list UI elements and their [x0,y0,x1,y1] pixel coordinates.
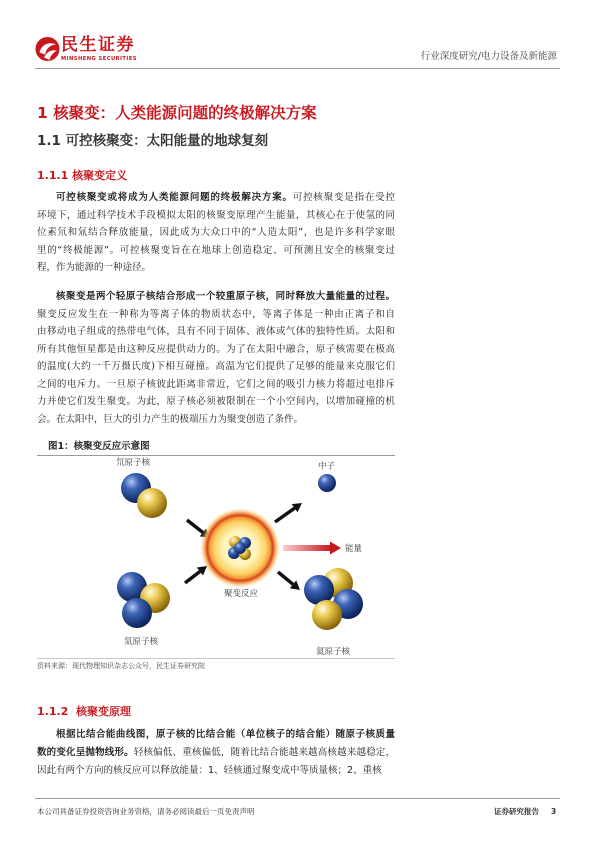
paragraph-line [37,358,395,376]
fusion-reaction-diagram [37,456,395,657]
paragraph-line [37,224,395,242]
paragraph-line [37,411,395,429]
paragraph-line [37,393,395,411]
paragraph-line [37,207,395,225]
footer-disclaimer: 本公司具备证券投资咨询业务资格，请务必阅读最后一页免责声明 [37,807,255,816]
report-category: 行业深度研究/电力设备及新能源 [420,51,557,62]
tritium-nucleus [117,572,170,628]
neutron-label: 中子 [318,461,336,472]
neutron-sphere [234,542,246,554]
body-text: 轻核偏低、重核偏低，随着比结合能越来越高核越来越稳定， [133,747,395,758]
principle-heading: 1.1.2 核聚变原理 [37,705,131,718]
paragraph-line [37,726,395,744]
energy-label: 能量 [345,544,363,554]
neutron-sphere [122,598,152,628]
body-text: 环境下，通过科学技术手段模拟太阳的核聚变原理产生能量，其核心在于使氢的同 [37,209,395,221]
logo-wordmark-cn: 民生证券 [61,35,135,55]
body-text: 程，作为能源的一种途径。 [37,262,152,273]
section-title: 1 核聚变：人类能源问题的终极解决方案 [37,104,317,122]
bold-lead-text: 可控核聚变或将成为人类能源问题的终极解决方案。 [56,192,293,203]
arrow-tritium-in-icon [185,566,207,583]
paragraph-line [37,259,395,277]
free-neutron [318,474,336,492]
body-text: 里的“终极能源”。可控核聚变旨在在地球上创造稳定、可预测且安全的核聚变过 [37,244,395,256]
deuterium-nucleus [121,473,167,518]
body-text: 位素氘和氚结合释放能量，因此成为大众口中的“人造太阳”，也是许多科学家眼 [37,227,395,238]
paragraph-line [37,341,395,359]
helium-label: 氦原子核 [316,647,351,657]
body-text: 会。在太阳中，巨大的引力产生的极端压力为聚变创造了条件。 [37,413,304,425]
body-text: 因此有两个方向的核反应可以释放能量：1、轻核通过聚变成中等质量核；2、重核 [37,765,382,776]
paragraph-line [37,242,395,260]
body-text: 聚变反应发生在一种称为等离子体的物质状态中，等离子体是一种由正离子和自 [37,308,395,320]
paragraph-line [37,762,395,780]
figure-source: 资料来源：现代物理知识杂志公众号，民生证券研究院 [37,662,205,670]
paragraph-line [37,306,395,324]
source-divider [37,658,395,659]
definition-heading: 1.1.1 核聚变定义 [37,169,128,182]
paragraph-fusion-process [37,288,395,428]
bold-lead-text: 根据比结合能曲线图，原子核的比结合能（单位核子的结合能）随原子核质量 [56,729,395,740]
footer-divider [35,798,560,799]
reaction-label: 聚变反应 [223,589,259,599]
body-text: 由移动电子组成的热带电气体，具有不同于固体、液体或气体的独特性质。太阳和 [37,326,395,337]
fusion-core [200,508,280,588]
paragraph-line [37,376,395,394]
proton-sphere [312,600,342,630]
proton-sphere [137,488,167,518]
paragraph-line [37,744,395,762]
subsection-title: 1.1 可控核聚变：太阳能量的地球复刻 [37,133,269,149]
logo-wordmark-en: MINSHENG SECURITIES [61,56,137,62]
paragraph-line [37,288,395,306]
paragraph-definition [37,189,395,277]
footer-report-type: 证券研究报告 [494,807,539,816]
arrow-helium-out-icon [278,572,300,590]
figure-caption: 图1：核聚变反应示意图 [48,441,150,452]
body-text: 可控核聚变是指在受控 [292,192,395,203]
body-text: 的温度(大约一千万摄氏度)下相互碰撞。高温为它们提供了足够的能量来克服它们 [37,361,395,372]
bold-lead-text: 数的变化呈抛物线形。 [37,747,134,758]
body-text: 力并使它们发生聚变。为此，原子核必须被限制在一个小空间内，以增加碰撞的机 [37,396,395,407]
paragraph-line [37,189,395,207]
minsheng-logo-icon [35,36,60,62]
arrow-neutron-out-icon [275,503,302,522]
tritium-label: 氚原子核 [124,637,159,647]
helium-nucleus [304,568,363,630]
header-divider [35,68,560,69]
energy-arrow-icon [283,542,341,555]
paragraph-line [37,323,395,341]
paragraph-binding-energy [37,726,395,780]
bold-lead-text: 核聚变是两个轻原子核结合形成一个较重原子核，同时释放大量能量的过程。 [56,291,395,302]
page-number: 3 [551,807,557,816]
deuterium-label: 氘原子核 [116,458,151,468]
body-text: 之间的电斥力。一旦原子核彼此距离非常近，它们之间的吸引力核力将超过电排斥 [37,378,395,390]
body-text: 所有其他恒星都是由这种反应提供动力的。为了在太阳中融合，原子核需要在极高 [37,343,395,355]
